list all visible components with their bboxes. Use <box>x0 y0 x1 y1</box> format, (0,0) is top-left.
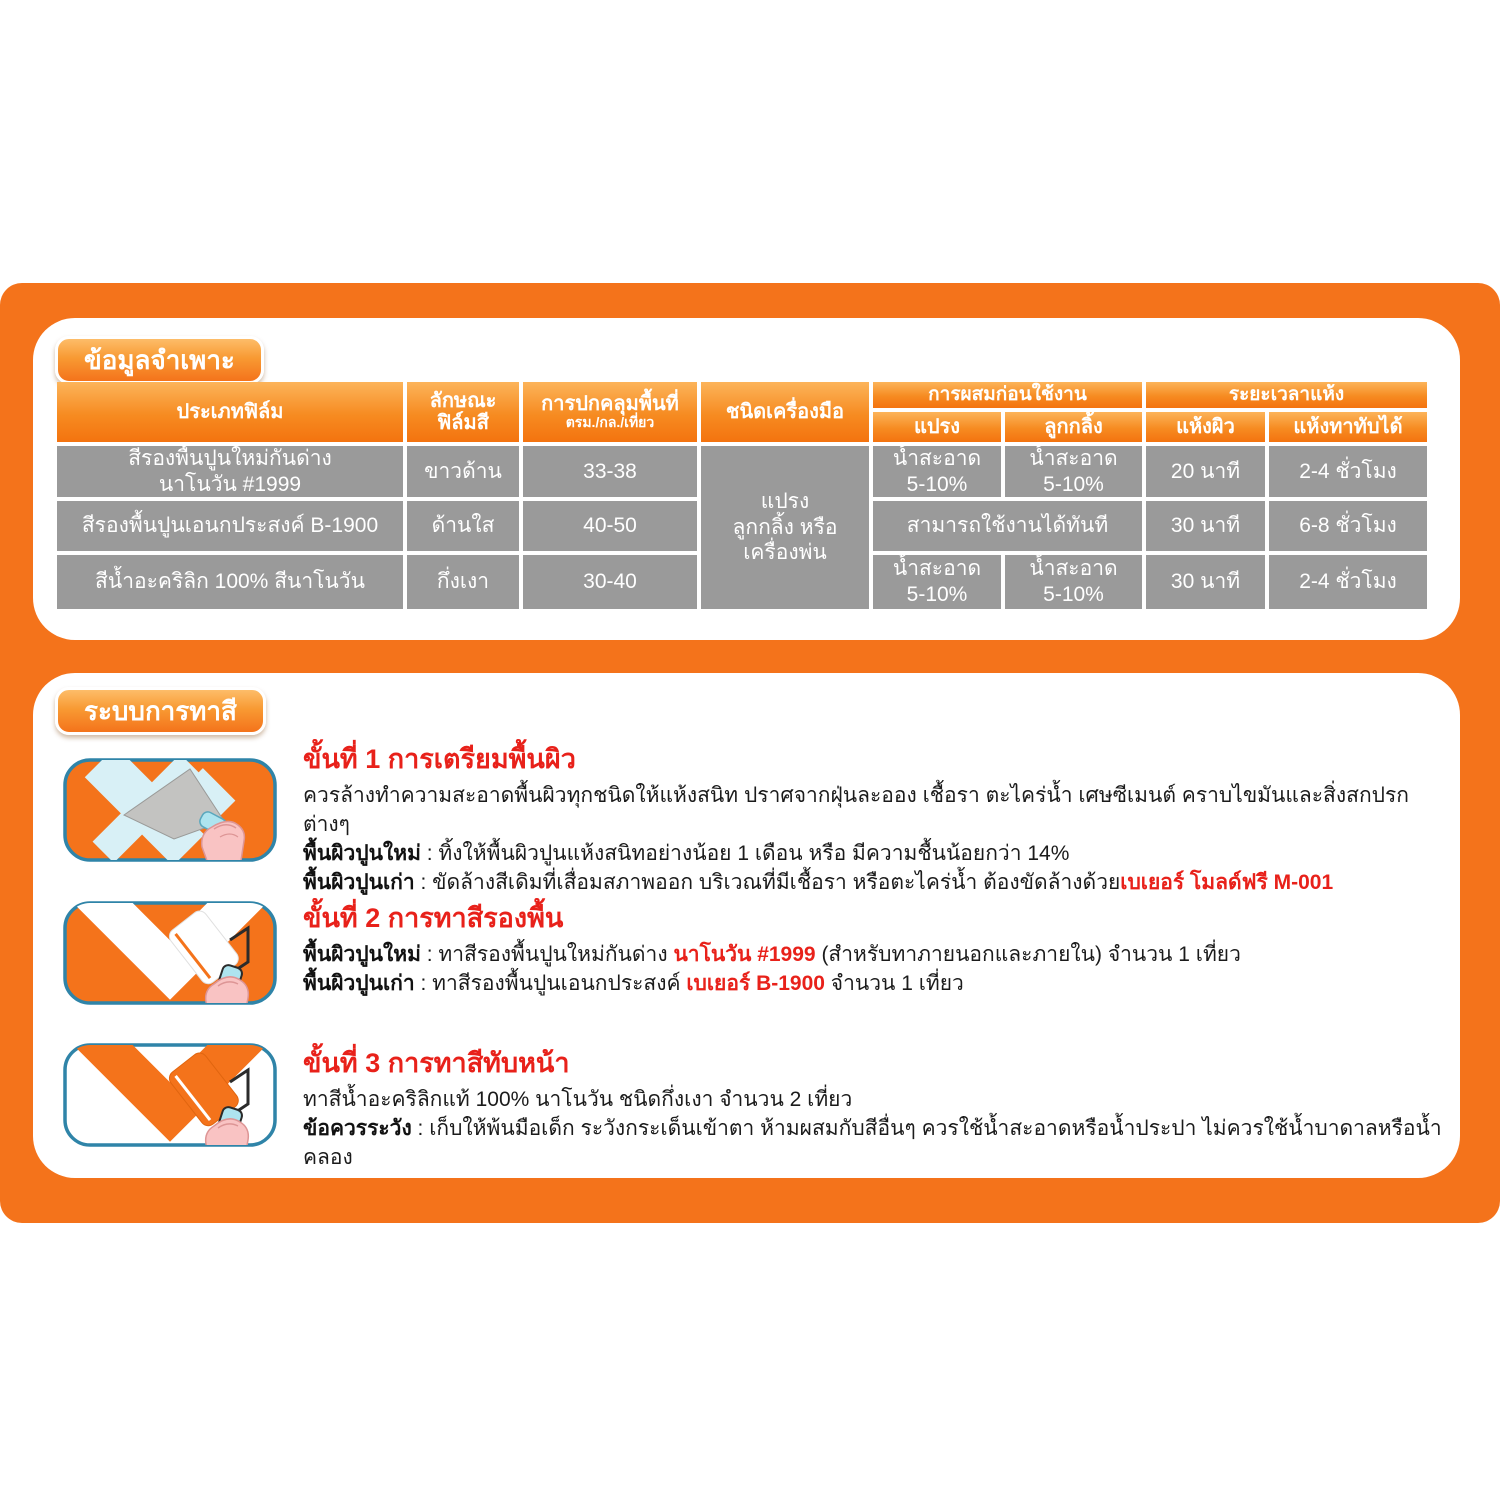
putty-knife-icon <box>62 757 278 863</box>
col-group-mixing: การผสมก่อนใช้งาน <box>873 382 1142 408</box>
cell-r2-recoat-dry: 6-8 ชั่วโมง <box>1269 501 1427 551</box>
cell-r1-coverage: 33-38 <box>523 446 697 497</box>
cell-r1-brush: น้ำสะอาด 5-10% <box>873 446 1001 497</box>
step-1-text <box>303 744 1453 897</box>
cell-r1-roller: น้ำสะอาด 5-10% <box>1005 446 1142 497</box>
step-1-heading: ขั้นที่ 1 การเตรียมพื้นผิว <box>303 744 576 774</box>
painting-system-title-badge <box>55 687 266 735</box>
step-1-line-3: พื้นผิวปูนเก่า : ขัดล้างสีเดิมที่เสื่อมสภาพออก บริเวณที่มีเชื้อรา หรือตะไคร่น้ำ ต้องขัดล้างด้วยเบเยอร์ โมลด์ฟรี M-001 <box>303 871 1334 894</box>
spec-panel <box>33 318 1460 640</box>
step-3-line-1: ทาสีน้ำอะคริลิกแท้ 100% นาโนวัน ชนิดกึ่งเงา จำนวน 2 เที่ยว <box>303 1088 853 1111</box>
col-header-roller: ลูกกลิ้ง <box>1005 412 1142 442</box>
step-3-heading: ขั้นที่ 3 การทาสีทับหน้า <box>303 1048 570 1078</box>
spec-table <box>57 382 1427 609</box>
cell-r1-recoat-dry: 2-4 ชั่วโมง <box>1269 446 1427 497</box>
cell-r2-mix-merged: สามารถใช้งานได้ทันที <box>873 501 1142 551</box>
col-header-recoat-dry: แห้งทาทับได้ <box>1269 412 1427 442</box>
step-1-line-2: พื้นผิวปูนใหม่ : ทิ้งให้พื้นผิวปูนแห้งสนิทอย่างน้อย 1 เดือน หรือ มีความชื้นน้อยกว่า 14% <box>303 842 1070 865</box>
cell-r3-brush: น้ำสะอาด 5-10% <box>873 555 1001 609</box>
cell-r3-finish: กึ่งเงา <box>407 555 519 609</box>
col-header-surface-dry: แห้งผิว <box>1146 412 1265 442</box>
cell-r1-finish: ขาวด้าน <box>407 446 519 497</box>
cell-r1-name: สีรองพื้นปูนใหม่กันด่าง นาโนวัน #1999 <box>57 446 403 497</box>
step-2-text <box>303 903 1453 998</box>
cell-r1-surface-dry: 20 นาที <box>1146 446 1265 497</box>
cell-r2-coverage: 40-50 <box>523 501 697 551</box>
cell-r3-recoat-dry: 2-4 ชั่วโมง <box>1269 555 1427 609</box>
step-3-text <box>303 1048 1453 1172</box>
step-2-line-2: พื้นผิวปูนเก่า : ทาสีรองพื้นปูนเอนกประสงค์ เบเยอร์ B-1900 จำนวน 1 เที่ยว <box>303 972 964 995</box>
col-header-film-type: ประเภทฟิล์ม <box>57 382 403 442</box>
cell-r3-roller: น้ำสะอาด 5-10% <box>1005 555 1142 609</box>
spec-title: ข้อมูลจำเพาะ <box>84 344 235 375</box>
step-2-line-1: พื้นผิวปูนใหม่ : ทาสีรองพื้นปูนใหม่กันด่าง นาโนวัน #1999 (สำหรับทาภายนอกและภายใน) จำนวน 1 เที่ยว <box>303 943 1241 966</box>
cell-tool-merged: แปรง ลูกกลิ้ง หรือ เครื่องพ่น <box>701 446 869 609</box>
paint-roller-primer-icon <box>62 900 278 1006</box>
step-3-line-2: ข้อควรระวัง : เก็บให้พ้นมือเด็ก ระวังกระเด็นเข้าตา ห้ามผสมกับสีอื่นๆ ควรใช้น้ำสะอาดหรือน้ำประปา ไม่ควรใช้น้ำบาดาลหรือน้ำคลอง <box>303 1117 1442 1169</box>
col-header-finish: ลักษณะ ฟิล์มสี <box>407 382 519 442</box>
col-header-coverage: การปกคลุมพื้นที่ ตรม./กล./เที่ยว <box>523 382 697 442</box>
col-group-drying: ระยะเวลาแห้ง <box>1146 382 1427 408</box>
cell-r3-name: สีน้ำอะคริลิก 100% สีนาโนวัน <box>57 555 403 609</box>
step-2-heading: ขั้นที่ 2 การทาสีรองพื้น <box>303 903 564 933</box>
coverage-unit: ตรม./กล./เที่ยว <box>565 414 655 431</box>
step-1-line-1: ควรล้างทำความสะอาดพื้นผิวทุกชนิดให้แห้งสนิท ปราศจากฝุ่นละออง เชื้อรา ตะไคร่น้ำ เศษซีเมนต์ คราบไขมันและสิ่งสกปรกต่างๆ <box>303 784 1409 836</box>
painting-system-title: ระบบการทาสี <box>84 695 237 726</box>
spec-title-badge <box>55 336 264 384</box>
cell-r2-surface-dry: 30 นาที <box>1146 501 1265 551</box>
cell-r3-surface-dry: 30 นาที <box>1146 555 1265 609</box>
col-header-tool: ชนิดเครื่องมือ <box>701 382 869 442</box>
col-header-brush: แปรง <box>873 412 1001 442</box>
cell-r2-name: สีรองพื้นปูนเอนกประสงค์ B-1900 <box>57 501 403 551</box>
cell-r2-finish: ด้านใส <box>407 501 519 551</box>
cell-r3-coverage: 30-40 <box>523 555 697 609</box>
paint-roller-topcoat-icon <box>62 1042 278 1148</box>
